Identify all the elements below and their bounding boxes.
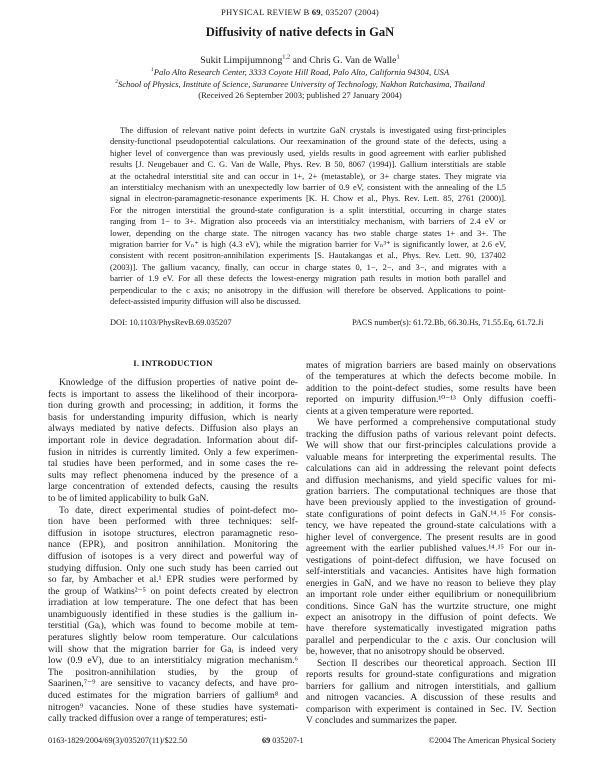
paragraph xyxy=(306,360,556,417)
text-line: mates of migration barriers are based mainly on observations xyxy=(306,360,556,371)
text-line: fects is important to assess the likelihood of their incorpora- xyxy=(48,388,298,400)
text-line: reports results for ground-state configurations and migration xyxy=(306,669,556,681)
body-column-right xyxy=(306,360,556,727)
text-line: signal in electron-paramagnetic-resonance experiments [K. H. Chow et al., Phys. Rev. Lett. 85, 2761 (2000)]. xyxy=(110,193,506,204)
text-line: gration barriers. The computational techniques are those that xyxy=(306,485,556,497)
text-line: energies in GaN, and we have no reason to believe they play xyxy=(306,577,556,589)
text-line: migration barrier for Vₙ⁺ is high (4.3 eV), while the migration barrier for Vₙ³⁺ is significantly lower, at 2.6 eV, xyxy=(110,239,506,250)
text-line: (2003)]. The gallium vacancy, finally, can occur in charge states 0, 1−, 2−, and 3−, and migrates with a xyxy=(110,261,506,272)
text-line: vestigations of point-defect diffusion, we have focused on xyxy=(306,554,556,566)
author-separator: and xyxy=(290,55,310,66)
author-name: Sukit Limpijumnong xyxy=(200,55,283,66)
text-line: Knowledge of the diffusion properties of native point de- xyxy=(59,377,298,388)
text-line: barrier of 1.9 eV. For all these defects the lowest-energy migration path results in motion both parallel and xyxy=(110,273,506,284)
text-line: diffusion of isotopes is a very direct and powerful way of xyxy=(48,550,298,562)
text-line: addition to the point-defect studies, some results have been xyxy=(306,382,556,394)
pacs-numbers: PACS number(s): 61.72.Bb, 66.30.Hs, 71.55.Eq, 61.72.Ji xyxy=(352,318,544,327)
affiliation xyxy=(0,67,600,77)
text-line: density-functional pseudopotential calculations. Our reexamination of the ground state of the defects, using a xyxy=(110,136,506,147)
affiliation xyxy=(0,79,600,89)
text-line: Section II describes our theoretical approach. Section III xyxy=(317,657,556,669)
text-line: of the temperatures at which the defects become mobile. In xyxy=(306,371,556,383)
text-line: We have performed a comprehensive computational study xyxy=(317,417,556,429)
text-line: will show that the migration barrier for Gaᵢ is indeed very xyxy=(48,643,298,655)
text-line: For the nitrogen interstitial the ground-state configuration is a split interstitial, occurring in charge states xyxy=(110,204,506,215)
affiliation-mark: 1 xyxy=(150,67,154,74)
text-line: calculations can aid in addressing the relevant point defects xyxy=(306,463,556,475)
text-line: unambiguously identified in these studies is the gallium in- xyxy=(48,608,298,620)
text-line: to be of limited applicability to bulk GaN. xyxy=(48,492,209,504)
text-line: higher level of convergence. The present results are in good xyxy=(306,531,556,543)
journal-citation: , 035207 (2004) xyxy=(320,7,379,17)
text-line: tion have been performed with three techniques: self- xyxy=(48,516,298,528)
text-line: the group of Watkins²⁻⁵ on point defects created by electron xyxy=(48,585,298,597)
footer-copyright: ©2004 The American Physical Society xyxy=(428,736,556,745)
text-line: perpendicular to the c axis; no anisotropy in the diffusion will therefore be observed. Applications to point- xyxy=(110,284,506,295)
text-line: lower, depending on the charge state. The nitrogen vacancy has two stable charge states 1+ and 3+. The xyxy=(110,227,506,238)
text-line: V concludes and summarizes the paper. xyxy=(306,715,457,727)
text-line: nance (EPR), and positron annihilation. Monitoring the xyxy=(48,539,298,551)
text-line: valuable means for interpreting the experimental results. The xyxy=(306,451,556,463)
text-line: always mediated by native defects. Diffusion also plays an xyxy=(48,423,298,435)
footer-volume: 69 xyxy=(262,736,271,745)
text-line: cally tracked diffusion over a range of temperatures; esti- xyxy=(48,713,267,725)
text-line: and diffusion mechanisms, and yield specific values for mi- xyxy=(306,474,556,486)
paragraph xyxy=(306,658,556,727)
text-line: defect-assisted impurity diffusion will also be discussed. xyxy=(110,296,301,307)
abstract xyxy=(110,125,506,308)
text-line: tal studies have been performed, and in some cases the re- xyxy=(48,458,298,470)
text-line: results [J. Neugebauer and C. G. Van de Walle, Phys. Rev. B 50, 8067 (1994)]. Gallium interstitials are stable xyxy=(110,159,506,170)
paper-title: Diffusivity of native defects in GaN xyxy=(205,25,395,39)
affiliation-mark: 2 xyxy=(115,79,118,86)
author-affiliation-mark: 1,2 xyxy=(282,53,291,61)
paragraph xyxy=(48,377,298,505)
affiliation-text: School of Physics, Institute of Science, Suranaree University of Technology, Nakhon Ratchasima, Thailand xyxy=(117,79,485,89)
text-line: fusion in nitrides is currently limited. Only a few experimen- xyxy=(48,446,298,458)
text-line: important role in device degradation. Information about dif- xyxy=(48,434,298,446)
text-line: cients at a given temperature were reported. xyxy=(306,405,474,417)
text-line: conditions. Since GaN has the wurtzite structure, one might xyxy=(306,600,556,612)
text-line: expect an anisotropy in the diffusion of point defects. We xyxy=(306,611,556,623)
text-line: state configurations of point defects in GaN.¹⁴˒¹⁵ For consis- xyxy=(306,508,556,520)
footer-page: 035207-1 xyxy=(270,736,304,745)
text-line: tion during growth and processing; in addition, it forms the xyxy=(48,400,298,412)
footer-page-number xyxy=(262,736,304,745)
paragraph xyxy=(110,125,506,308)
journal-name: PHYSICAL REVIEW B xyxy=(221,7,310,17)
text-line: diffusion in isotope structures, electron paramagnetic reso- xyxy=(48,527,298,539)
text-line: tracking the diffusion paths of various relevant point defects. xyxy=(306,428,556,440)
text-line: comparison with experiment is contained in Sec. IV. Section xyxy=(306,703,556,715)
text-line: studying diffusion. Only one such study has been carried out xyxy=(48,562,298,574)
journal-volume: 69 xyxy=(311,7,321,17)
text-line: We will show that our first-principles calculations provide a xyxy=(306,440,556,452)
text-line: nitrogen⁹ vacancies. None of these studies have systemati- xyxy=(48,701,298,713)
text-line: duced estimates for the migration barriers of gallium⁸ and xyxy=(48,690,298,702)
text-line: so far, by Ambacher et al.¹ EPR studies were performed by xyxy=(48,574,298,586)
text-line: The diffusion of relevant native point defects in wurtzite GaN crystals is investigated using first-principles xyxy=(120,125,506,135)
text-line: ranging from 1− to 3+. Migration also proceeds via an interstitialcy mechanism, with barriers of 2.4 eV or xyxy=(110,216,506,227)
text-line: consistent with recent positron-annihilation experiments [S. Hautakangas et al., Phys. Rev. Lett. 90, 137402 xyxy=(110,250,506,261)
text-line: low (0.9 eV), due to an interstitialcy migration mechanism.⁶ xyxy=(48,655,298,667)
text-line: peratures slightly below room temperature. Our calculations xyxy=(48,632,298,644)
text-line: and nitrogen vacancies. A discussion of these results and xyxy=(306,692,556,704)
text-line: agreement with the earlier published values.¹⁴˒¹⁵ For our in- xyxy=(306,543,556,555)
author-affiliation-mark: 1 xyxy=(396,53,400,61)
text-line: tency, we have repeated the ground-state calculations with a xyxy=(306,520,556,532)
text-line: Saarinen,⁷⁻⁹ are sensitive to vacancy defects, and have pro- xyxy=(48,678,298,690)
text-line: barriers for gallium and nitrogen interstitials, and gallium xyxy=(306,680,556,692)
doi: DOI: 10.1103/PhysRevB.69.035207 xyxy=(110,318,232,327)
text-line: To date, direct experimental studies of point-defect mo- xyxy=(59,504,298,516)
text-line: large concentration of extended defects, causing the results xyxy=(48,481,298,493)
text-line: self-interstitials and vacancies. Antisites have high formation xyxy=(306,566,556,578)
text-line: be, however, that no anisotropy should be observed. xyxy=(306,646,505,658)
author-name: Chris G. Van de Walle xyxy=(309,55,397,66)
journal-header xyxy=(0,7,600,17)
paragraph xyxy=(306,417,556,658)
section-heading: I. INTRODUCTION xyxy=(133,358,213,368)
body-column-left xyxy=(48,377,298,725)
received-dates: (Received 26 September 2003; published 27 January 2004) xyxy=(198,90,402,100)
text-line: have been previously applied to the investigation of ground- xyxy=(306,497,556,509)
text-line: The positron-annihilation studies, by the group of xyxy=(48,666,298,678)
text-line: parallel and perpendicular to the c axis. Our conclusion will xyxy=(306,634,556,646)
text-line: sults may reflect phenomena induced by the presence of a xyxy=(48,469,298,481)
text-line: higher level of convergence than was previously used, yields results in good agreement with earlier published xyxy=(110,147,506,158)
authors xyxy=(0,55,600,66)
paragraph xyxy=(48,505,298,725)
affiliation-text: Palo Alto Research Center, 3333 Coyote Hill Road, Palo Alto, California 94304, USA xyxy=(153,67,450,77)
text-line: terstitial (Gaᵢ), which was found to become mobile at tem- xyxy=(48,620,298,632)
text-line: an important role under either equilibrium or nonequilibrium xyxy=(306,589,556,601)
text-line: irradiation at low temperature. The one defect that has been xyxy=(48,597,298,609)
footer-issn: 0163-1829/2004/69(3)/035207(11)/$22.50 xyxy=(48,736,188,745)
text-line: an interstitialcy mechanism with an unexpectedly low barrier of 0.9 eV, consistent with the annealing of the L5 xyxy=(110,182,506,193)
text-line: have therefore systematically investigated migration paths xyxy=(306,623,556,635)
text-line: reported on impurity diffusion.¹⁰⁻¹³ Only diffusion coeffi- xyxy=(306,394,556,406)
text-line: at the octahedral interstitial site and can occur in 1+, 2+ (metastable), or 3+ charge states. They migrate via xyxy=(110,170,506,181)
text-line: basis for understanding impurity diffusion, which is nearly xyxy=(48,411,298,423)
